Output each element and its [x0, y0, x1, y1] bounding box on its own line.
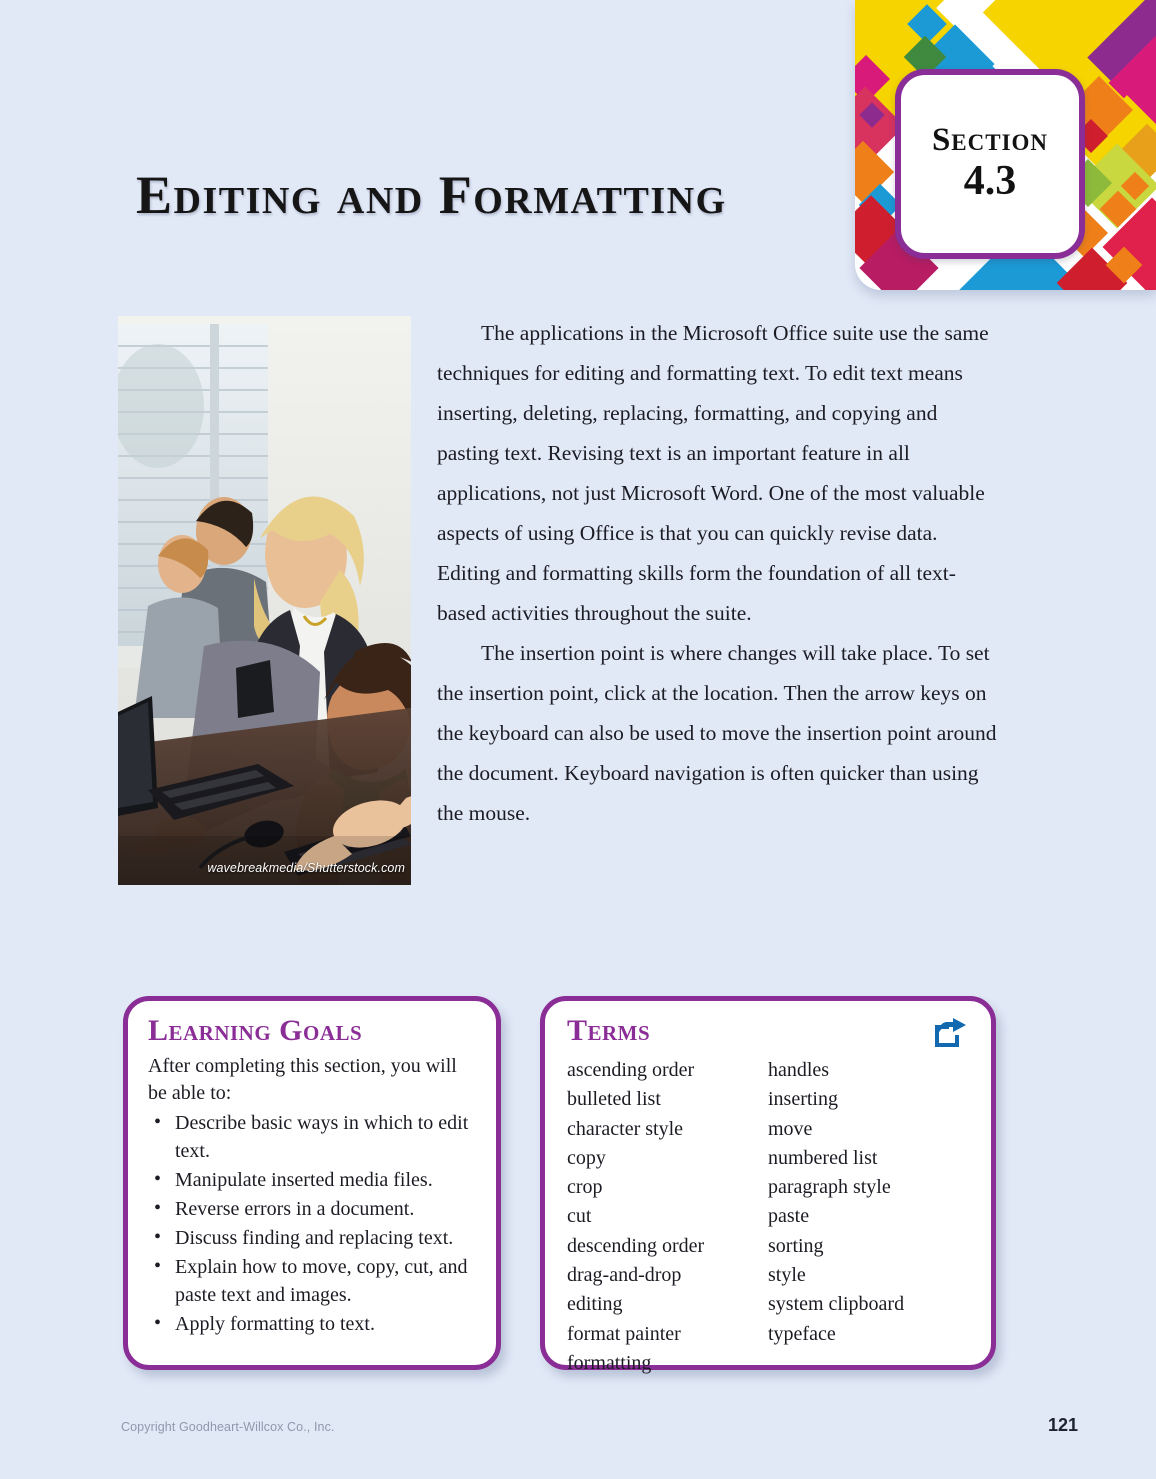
terms-column-2 — [768, 1056, 969, 1378]
list-item: • Discuss finding and replacing text. — [148, 1224, 476, 1252]
list-item: handles — [768, 1059, 830, 1081]
list-item: ascending order — [567, 1059, 695, 1081]
learning-goals-list — [148, 1109, 476, 1338]
list-item: move — [768, 1117, 813, 1140]
photo-illustration — [118, 316, 411, 885]
footer-copyright: Copyright Goodheart-Willcox Co., Inc. — [121, 1420, 335, 1434]
learning-goals-intro: After completing this section, you will be able to: — [148, 1055, 457, 1104]
list-item: crop — [567, 1176, 603, 1199]
page-title: Editing and Formatting — [136, 165, 727, 226]
terms-columns — [567, 1056, 969, 1378]
section-badge — [855, 0, 1156, 290]
list-item: • Explain how to move, copy, cut, and paste text and images. — [148, 1253, 476, 1309]
list-item: format painter — [567, 1322, 681, 1345]
list-item: • Apply formatting to text. — [148, 1310, 476, 1338]
list-item: • Manipulate inserted media files. — [148, 1166, 476, 1194]
list-item: copy — [567, 1146, 606, 1169]
list-item: paragraph style — [768, 1176, 891, 1199]
photo-credit: wavebreakmedia/Shutterstock.com — [207, 861, 405, 875]
students-at-computers-photo — [118, 316, 411, 885]
learning-goals-heading: Learning Goals — [148, 1014, 363, 1047]
external-link-share-icon[interactable] — [933, 1018, 967, 1048]
list-item: descending order — [567, 1234, 705, 1257]
body-text — [437, 313, 999, 833]
list-item: style — [768, 1264, 806, 1287]
terms-heading: Terms — [567, 1014, 651, 1047]
list-item: typeface — [768, 1322, 836, 1345]
list-item: editing — [567, 1293, 623, 1316]
page-number: 121 — [1047, 1415, 1078, 1435]
terms-box — [540, 996, 996, 1374]
list-item: cut — [567, 1205, 592, 1228]
list-item: system clipboard — [768, 1293, 905, 1316]
list-item: formatting — [567, 1351, 652, 1374]
list-item: drag-and-drop — [567, 1264, 682, 1287]
list-item: • Reverse errors in a document. — [148, 1195, 476, 1223]
list-item: character style — [567, 1117, 684, 1140]
section-label: Section — [931, 122, 1049, 159]
list-item: inserting — [768, 1088, 838, 1111]
terms-header-row — [567, 1016, 969, 1048]
list-item: paste — [768, 1205, 810, 1228]
body-paragraph-2: The insertion point is where changes will take place. To set the insertion point, click at the location. Then the arrow keys on the keyboard can also be used to move the insertion point around the document. Keyboard navigation is often quicker than using the mouse. — [437, 641, 997, 825]
list-item: numbered list — [768, 1146, 878, 1169]
section-number-card — [895, 69, 1085, 259]
section-number: 4.3 — [963, 158, 1017, 205]
terms-column-1 — [567, 1056, 768, 1378]
learning-goals-box — [123, 996, 501, 1370]
list-item: sorting — [768, 1234, 824, 1257]
list-item: • Describe basic ways in which to edit text. — [148, 1109, 476, 1165]
body-paragraph-1: The applications in the Microsoft Office suite use the same techniques for editing and formatting text. To edit text means inserting, deleting, replacing, formatting, and copying and pasting text. Revising text is an important feature in all applications, not just Microsoft Word. One of the most valuable aspects of using Office is that you can quickly revise data. Editing and formatting skills form the foundation of all text-based activities throughout the suite. — [437, 321, 989, 625]
list-item: bulleted list — [567, 1088, 661, 1111]
